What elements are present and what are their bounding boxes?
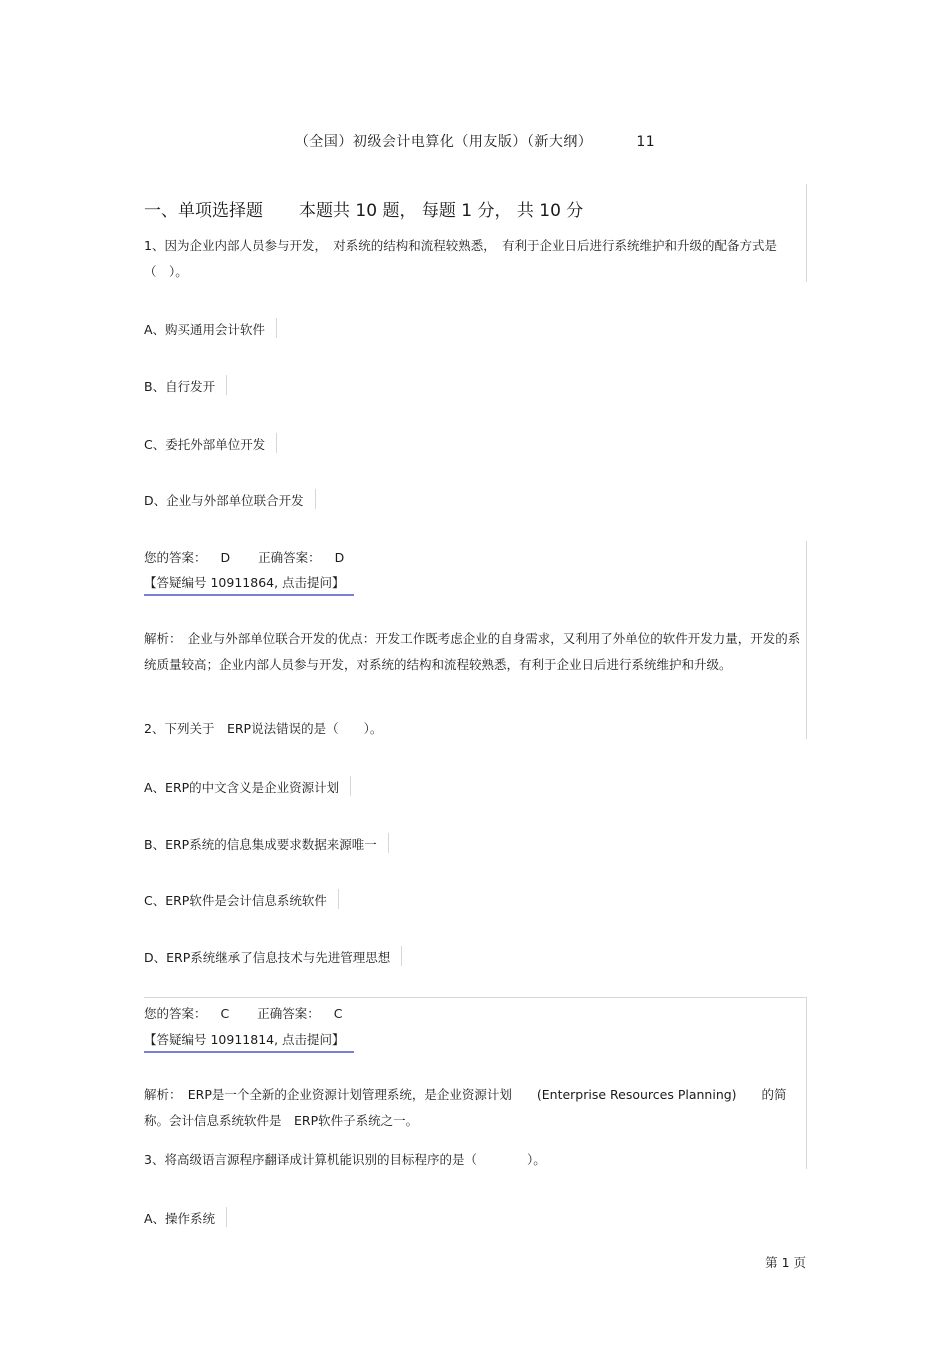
question-stem: 3、将高级语言源程序翻译成计算机能识别的目标程序的是（ ）。 [144,1152,546,1167]
your-answer-label: 您的答案： [144,1006,207,1021]
correct-answer: C [333,1006,343,1021]
page-number: 第 1 页 [765,1255,806,1270]
ask-question-link[interactable]: 【答疑编号 10911814, 点击提问】 [144,1030,354,1053]
frame-line [144,997,806,998]
section-title: 一、单项选择题 [144,201,263,221]
option-a[interactable]: A、购买通用会计软件 [144,320,277,338]
ask-question-link[interactable]: 【答疑编号 10911864, 点击提问】 [144,573,354,596]
question-stem: 1、因为企业内部人员参与开发， 对系统的结构和流程较熟悉， 有利于企业日后进行系统维护和升级的配备方式是（ ）。 [144,238,777,279]
correct-answer-label: 正确答案： [257,1006,320,1021]
your-answer: D [220,550,231,565]
frame-line [806,184,807,282]
question-stem: 2、下列关于 ERP说法错误的是（ ）。 [144,721,383,736]
title-text: （全国）初级会计电算化（用友版）（新大纲） [294,134,593,150]
section-info: 本题共 10 题， 每题 1 分， 共 10 分 [299,201,584,221]
option-b[interactable]: B、ERP系统的信息集成要求数据来源唯一 [144,835,389,853]
document-title [0,131,950,151]
option-c[interactable]: C、ERP软件是会计信息系统软件 [144,891,339,909]
option-d[interactable]: D、ERP系统继承了信息技术与先进管理思想 [144,948,402,966]
title-number: 11 [636,134,656,150]
option-c[interactable]: C、委托外部单位开发 [144,435,277,453]
correct-answer-label: 正确答案： [258,550,321,565]
option-a[interactable]: A、操作系统 [144,1209,227,1227]
option-b[interactable]: B、自行发开 [144,377,227,395]
your-answer: C [220,1006,230,1021]
explanation: 解析： 企业与外部单位联合开发的优点：开发工作既考虑企业的自身需求，又利用了外单位的软件开发力量，开发的系统质量较高；企业内部人员参与开发，对系统的结构和流程较熟悉，有利于企业日后进行系统维护和升级。 [144,631,801,672]
answer-line [144,1004,343,1022]
your-answer-label: 您的答案： [144,550,207,565]
answer-line [144,548,344,566]
option-d[interactable]: D、企业与外部单位联合开发 [144,491,316,509]
explanation: 解析： ERP是一个全新的企业资源计划管理系统，是企业资源计划 (Enterprise Resources Planning) 的简称。会计信息系统软件是 ERP软件子系统之一。 [144,1087,787,1128]
option-a[interactable]: A、ERP的中文含义是企业资源计划 [144,778,351,796]
correct-answer: D [334,550,345,565]
section-heading [144,196,583,221]
